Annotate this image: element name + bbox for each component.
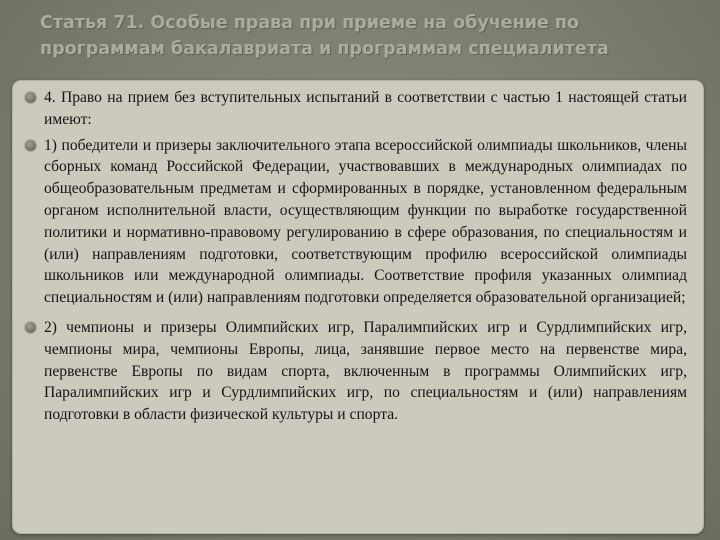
list-item [25, 87, 687, 131]
list-item [25, 135, 687, 309]
list-item-text: 1) победители и призеры заключительного этапа всероссийской олимпиады школьников, члены сборных команд Российской Федерации, участвовавших в международных олимпиадах по общеобразовательным предметам и сформированных в порядке, установленном федеральным органом исполнительной власти, осуществляющим функции по выработке государственной политики и нормативно-правовому регулированию в сфере образования, по специальностям и (или) направлениям подготовки, соответствующим профилю всероссийской олимпиады школьников или международной олимпиады. Соответствие профиля указанных олимпиад специальностям и (или) направлениям подготовки определяется образовательной организацией; [44, 136, 687, 307]
list-item-text: 2) чемпионы и призеры Олимпийских игр, Паралимпийских игр и Сурдлимпийских игр, чемпионы мира, чемпионы Европы, лица, занявшие первое место на первенстве мира, первенстве Европы по видам спорта, включенным в программы Олимпийских игр, Паралимпийских игр и Сурдлимпийских игр, по специальностям и (или) направлениям подготовки в области физической культуры и спорта. [44, 318, 687, 424]
list-item [25, 317, 687, 426]
slide-title: Статья 71. Особые права при приеме на обучение по программам бакалавриата и программам специалитета [40, 13, 609, 59]
content-panel [12, 80, 704, 534]
list-item-text: 4. Право на прием без вступительных испытаний в соответствии с частью 1 настоящей статьи имеют: [44, 89, 687, 128]
bullet-list [25, 87, 687, 434]
bullet-icon [25, 92, 36, 103]
bullet-icon [25, 140, 36, 151]
bullet-icon [25, 322, 36, 333]
